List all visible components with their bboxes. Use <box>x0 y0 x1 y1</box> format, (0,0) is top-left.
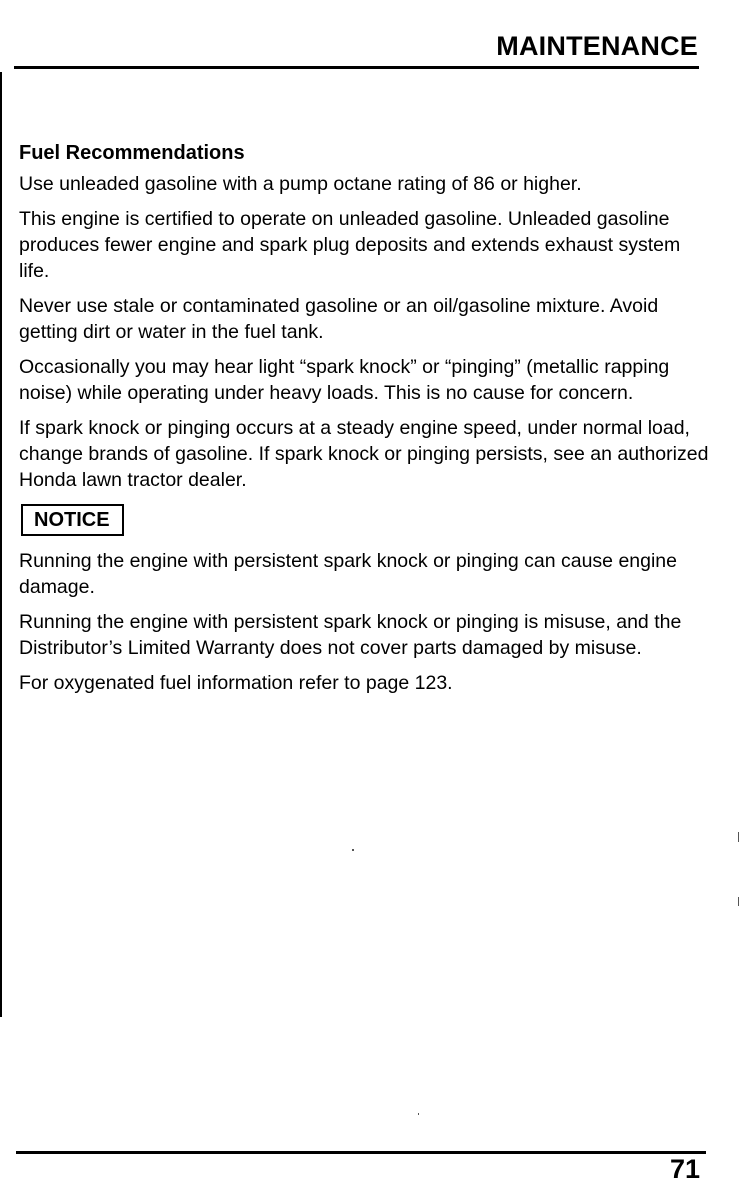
scan-speck <box>418 1113 419 1115</box>
spark-knock-paragraph: Occasionally you may hear light “spark knock” or “pinging” (metallic rapping noise) while operating under heavy loads. This is no cause for concern. <box>19 356 670 404</box>
octane-rating-paragraph: Use unleaded gasoline with a pump octane rating of 86 or higher. <box>19 173 582 195</box>
notice-label: NOTICE <box>21 504 124 536</box>
oxygenated-fuel-paragraph: For oxygenated fuel information refer to page 123. <box>19 672 453 694</box>
fuel-recommendations-heading: Fuel Recommendations <box>19 142 245 164</box>
engine-damage-paragraph: Running the engine with persistent spark knock or pinging can cause engine damage. <box>19 550 678 598</box>
page-number: 71 <box>669 1154 700 1184</box>
change-brands-paragraph: If spark knock or pinging occurs at a steady engine speed, under normal load, change brands of gasoline. If spark knock or pinging persists, see an authorized Honda lawn tractor dealer. <box>19 417 709 491</box>
footer-divider <box>16 1151 706 1154</box>
unleaded-certification-paragraph: This engine is certified to operate on unleaded gasoline. Unleaded gasoline produces fewer engine and spark plug deposits and extends exhaust system life. <box>19 208 681 282</box>
header-divider <box>14 66 699 69</box>
page-content <box>19 139 709 705</box>
left-margin-rule <box>0 72 2 1017</box>
stale-gasoline-paragraph: Never use stale or contaminated gasoline or an oil/gasoline mixture. Avoid getting dirt or water in the fuel tank. <box>19 295 659 343</box>
scan-speck <box>738 897 739 906</box>
warranty-misuse-paragraph: Running the engine with persistent spark knock or pinging is misuse, and the Distributor’s Limited Warranty does not cover parts damaged by misuse. <box>19 611 682 659</box>
scan-speck <box>738 832 739 842</box>
scan-speck <box>352 849 354 851</box>
section-title: MAINTENANCE <box>496 31 698 61</box>
